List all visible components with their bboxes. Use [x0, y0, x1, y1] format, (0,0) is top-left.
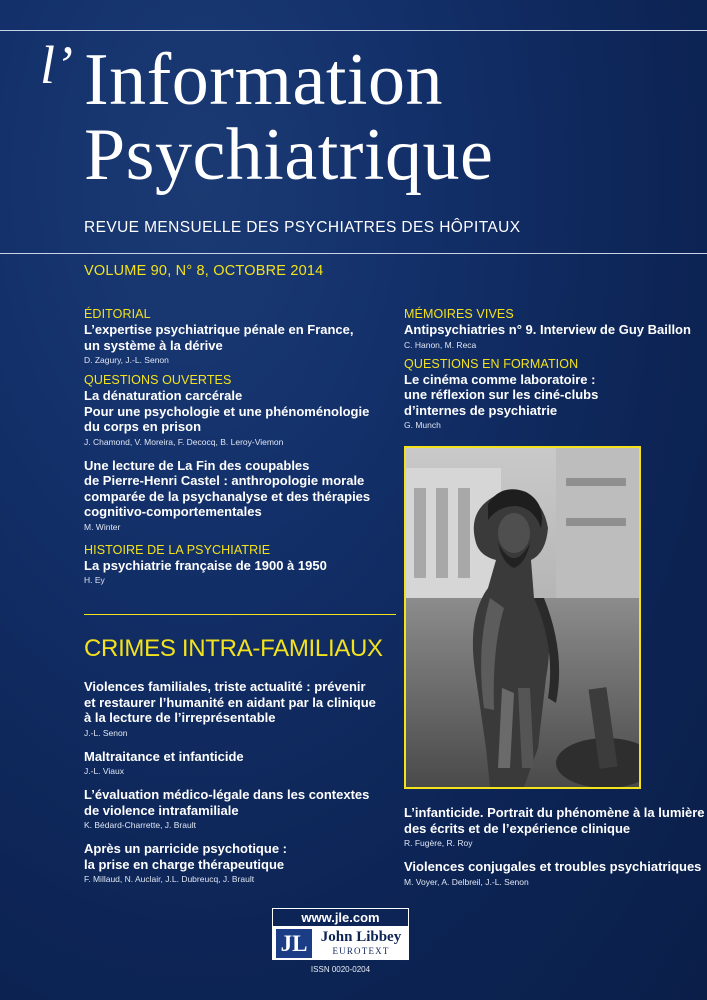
article-title-line: une réflexion sur les ciné-clubs [404, 387, 599, 402]
masthead-title-line2: Psychiatrique [84, 114, 494, 196]
article-title-line: L’évaluation médico-légale dans les contextes [84, 787, 370, 802]
dossier-entry [84, 841, 396, 886]
article-title-line: du corps en prison [84, 419, 202, 434]
article-authors: H. Ey [84, 575, 105, 585]
cover-photograph [404, 446, 641, 789]
article-title-line: la prise en charge thérapeutique [84, 856, 285, 872]
dossier-entry [404, 859, 700, 889]
masthead-subtitle: REVUE MENSUELLE DES PSYCHIATRES DES HÔPITAUX [84, 219, 521, 236]
masthead-title-line1: Information [84, 39, 443, 121]
article-title-line: La psychiatrie française de 1900 à 1950 [84, 557, 327, 573]
publisher-name: John Libbey [320, 929, 402, 945]
section-label: QUESTIONS OUVERTES [84, 373, 232, 387]
section-label: HISTOIRE DE LA PSYCHIATRIE [84, 542, 271, 557]
article-authors: D. Zagury, J.-L. Senon [84, 355, 169, 365]
article-title-line: des écrits et de l’expérience clinique [404, 820, 631, 836]
masthead-prefix: l’ [40, 35, 73, 95]
article-title-line: Maltraitance et infanticide [84, 748, 244, 764]
article-title [404, 372, 694, 419]
article-authors: M. Winter [84, 521, 121, 532]
article-title [84, 322, 396, 353]
article-authors: J.-L. Senon [84, 727, 128, 738]
article-authors: G. Munch [404, 420, 441, 430]
article-authors: M. Voyer, A. Delbreil, J.-L. Senon [404, 876, 529, 887]
article-title-line: de Pierre-Henri Castel : anthropologie morale [84, 473, 365, 488]
article-title-line: Après un parricide psychotique : [84, 841, 287, 856]
dossier-heading: CRIMES INTRA-FAMILIAUX [84, 635, 383, 662]
article-title-line: L’infanticide. Portrait du phénomène à la lumière [404, 805, 705, 820]
toc-entry-editorial [84, 307, 396, 367]
dossier-divider [84, 614, 396, 615]
article-title-line: de violence intrafamiliale [84, 802, 239, 818]
section-label: QUESTIONS EN FORMATION [404, 356, 579, 371]
article-title [84, 679, 396, 726]
article-authors: K. Bédard-Charrette, J. Brault [84, 820, 196, 830]
article-title-line: Le cinéma comme laboratoire : [404, 371, 596, 387]
toc-entry-castel-lecture [84, 458, 396, 534]
toc-entry-histoire [84, 543, 396, 588]
publisher-mark-icon: JL [276, 929, 312, 958]
toc-entry-memoires-vives [404, 307, 694, 352]
dossier-entry [84, 787, 396, 832]
article-title [84, 458, 396, 520]
article-title-line: Violences familiales, triste actualité : prévenir [84, 679, 366, 694]
article-title-line: Une lecture de La Fin des coupables [84, 457, 310, 473]
article-title [84, 749, 396, 765]
publisher-imprint: EUROTEXT [332, 946, 390, 956]
article-title [404, 322, 694, 338]
masthead-rule [0, 253, 707, 254]
article-title-line: cognitivo-comportementales [84, 504, 262, 519]
issue-volume: VOLUME 90, N° 8, OCTOBRE 2014 [84, 263, 324, 279]
article-title [84, 787, 396, 818]
dossier-left-contents [84, 679, 396, 886]
article-title-line: L’expertise psychiatrique pénale en France, [84, 322, 354, 337]
publisher-logo [272, 908, 409, 960]
article-title [84, 841, 396, 872]
article-title-line: comparée de la psychanalyse et des thérapies [84, 488, 371, 504]
article-title-line: à la lecture de l’irreprésentable [84, 710, 276, 725]
left-column-contents [84, 307, 396, 587]
article-authors: C. Hanon, M. Reca [404, 339, 477, 350]
section-label: ÉDITORIAL [84, 307, 151, 321]
article-title-line: et restaurer l’humanité en aidant par la clinique [84, 694, 376, 710]
article-authors: J.-L. Viaux [84, 766, 125, 776]
article-title [84, 558, 396, 574]
article-authors: R. Fugère, R. Roy [404, 838, 473, 848]
top-rule [0, 30, 707, 31]
dossier-entry [84, 749, 396, 779]
article-authors: J. Chamond, V. Moreira, F. Decocq, B. Leroy-Viemon [84, 436, 284, 447]
issn-number: ISSN 0020-0204 [310, 965, 371, 974]
article-title-line: Violences conjugales et troubles psychiatriques [404, 859, 702, 874]
article-title [84, 388, 396, 435]
article-title-line: Antipsychiatries n° 9. Interview de Guy Baillon [404, 322, 691, 337]
article-title [404, 805, 705, 836]
toc-entry-questions-formation [404, 357, 694, 433]
dossier-entry [404, 805, 705, 850]
article-title-line: d’internes de psychiatrie [404, 402, 558, 418]
dossier-right-contents [404, 805, 705, 889]
article-authors: F. Millaud, N. Auclair, J.L. Dubreucq, J. Brault [84, 874, 255, 884]
dossier-entry [84, 679, 396, 740]
article-title-line: un système à la dérive [84, 337, 223, 353]
article-title-line: La dénaturation carcérale [84, 388, 243, 403]
publisher-url[interactable]: www.jle.com [273, 909, 408, 926]
toc-entry-questions-ouvertes [84, 373, 396, 449]
section-label: MÉMOIRES VIVES [404, 307, 514, 321]
article-title [404, 859, 700, 875]
right-column-contents [404, 307, 694, 432]
photo-illustration [406, 448, 639, 787]
article-title-line: Pour une psychologie et une phénoménologie [84, 403, 370, 419]
